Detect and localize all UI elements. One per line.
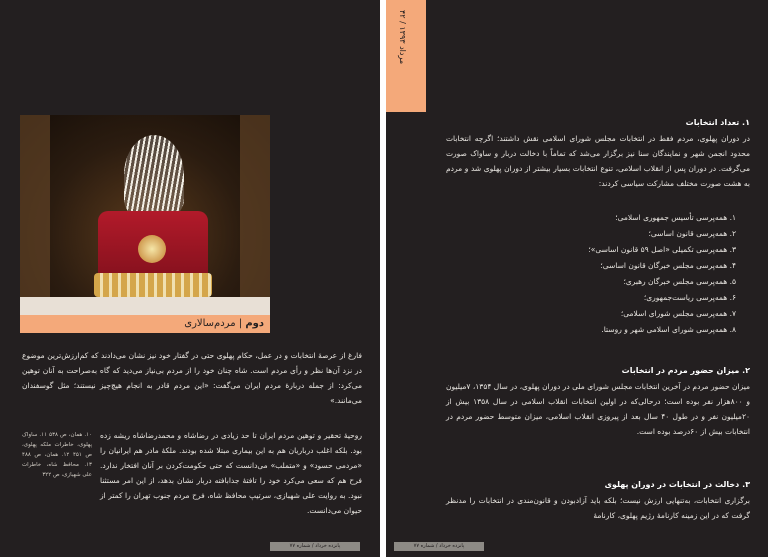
section1-text: در دوران پهلوی، مردم فقط در انتخابات مجلس شورای اسلامی نقش داشتند؛ اگرچه انتخابات محدود انجمن شهر و نمایندگان سنا نیز برگزار می‌شد که تماماً با دخالت دربار و ساواک صورت می‌گرفت. در دوران پس از انقلاب اسلامی، تنوع انتخابات بسیار بیشتر از دوران پهلوی شد و مردم به هشت صورت مختلف مشارکت سیاسی کردند: xyxy=(446,134,750,188)
left-second-paragraph: روحیهٔ تحقیر و توهین مردم ایران تا حد زیادی در رضاشاه و محمدرضاشاه ریشه زده بود. بلکه اغلب درباریان هم به این بیماری مبتلا شده بودند. ملکهٔ مادر هم ایرانیان را «مردمی حسود» و «متملب» می‌دانست که حتی حکومت‌کردن بر آنان افتخار ندارد. فرح هم که سعی می‌کرد خود را تافتهٔ جدابافته دربار نشان بدهد، از این امر مستثنا نبود. به روایت علی شهبازی، سرتیپ محافظ شاه، فرح مردم جنوب تهران را کمتر از حیوان می‌دانست. xyxy=(100,431,362,515)
list-item: ۱. همه‌پرسی تأسیس جمهوری اسلامی؛ xyxy=(615,213,736,222)
list-item: ۳. همه‌پرسی تکمیلی «اصل ۵۹ قانون اساسی»؛ xyxy=(588,245,736,254)
list-item: ۷. همه‌پرسی مجلس شورای اسلامی؛ xyxy=(620,309,736,318)
crown-gem xyxy=(138,235,166,263)
caption-title: مردم‌سالاری xyxy=(184,318,236,329)
crown-plume xyxy=(124,135,184,215)
election-list xyxy=(446,210,736,338)
list-item: ۲. همه‌پرسی قانون اساسی؛ xyxy=(648,229,736,238)
list-item: ۴. همه‌پرسی مجلس خبرگان قانون اساسی؛ xyxy=(600,261,736,270)
left-footnotes: ۱۰. همان، ص ۵۳۸ ۱۱. ساواک پهلوی، خاطرات ملکه پهلوی، ص ۴۵۱ ۱۲. همان، ص ۴۸۸ ۱۳. محافظ شاه، خاطرات علی شهبازی، ص ۳۲۲ xyxy=(22,432,93,478)
crown-band xyxy=(94,273,212,297)
section2-text: میزان حضور مردم در آخرین انتخابات مجلس شورای ملی در دوران پهلوی، در سال ۱۳۵۴، ۷میلیون و ۸۰۰هزار نفر بوده است؛ درحالی‌که در اولین انتخابات انقلاب اسلامی در سال ۱۳۵۸ بیش از ۲۰میلیون نفر و در طول ۴۰ سال بعد از پیروزی انقلاب اسلامی، میزان متوسط حضور مردم در انتخابات بیش از ۶۰درصد بوده است. xyxy=(446,382,751,436)
list-item: ۵. همه‌پرسی مجلس خبرگان رهبری؛ xyxy=(623,277,736,286)
section2-title: ۲. میزان حضور مردم در انتخابات xyxy=(621,366,750,375)
chapter-tab xyxy=(386,0,426,112)
right-page-footer: پانزده خرداد / شماره ۷۷ xyxy=(394,542,484,551)
section1-title: ۱. تعداد انتخابات xyxy=(685,118,750,127)
display-shelf xyxy=(20,297,270,315)
left-page xyxy=(0,0,380,557)
caption-number: دوم xyxy=(245,318,264,329)
list-item: ۶. همه‌پرسی ریاست‌جمهوری؛ xyxy=(643,293,736,302)
right-page xyxy=(386,0,768,557)
section3-text: برگزاری انتخابات، به‌تنهایی ارزش نیست؛ بلکه باید آزادبودن و قانون‌مندی در انتخابات را مدنظر گرفت که در این زمینه کارنامهٔ رژیم پهلوی، کارنامهٔ xyxy=(446,496,750,520)
left-page-footer: پانزده خرداد / شماره ۷۷ xyxy=(270,542,360,551)
photo-caption: دوم | مردم‌سالاری xyxy=(20,315,270,333)
left-main-paragraph: فارغ از عرصهٔ انتخابات و در عمل، حکام پهلوی حتی در گفتار خود نیز نشان می‌دادند که کم‌ارزش‌ترین موضوع در نزد آن‌ها نظر و رأی مردم است. شاه چنان خود را از مردم بی‌نیاز می‌دید که گاه به‌صراحت به آنان توهین می‌کرد: از جمله دربارهٔ مردم ایران می‌گفت: «این مردم قادر به انجام هیچ‌چیز نیستند؛ مثل گوسفندان می‌مانند.» xyxy=(22,351,362,405)
crown-photo xyxy=(20,115,270,315)
chapter-tab-label: ۴۲ / مرداد ۱۳۹۳ xyxy=(398,10,407,65)
section3-title: ۳. دخالت در انتخابات در دوران پهلوی xyxy=(604,480,750,489)
list-item: ۸. همه‌پرسی شورای اسلامی شهر و روستا. xyxy=(601,325,736,334)
